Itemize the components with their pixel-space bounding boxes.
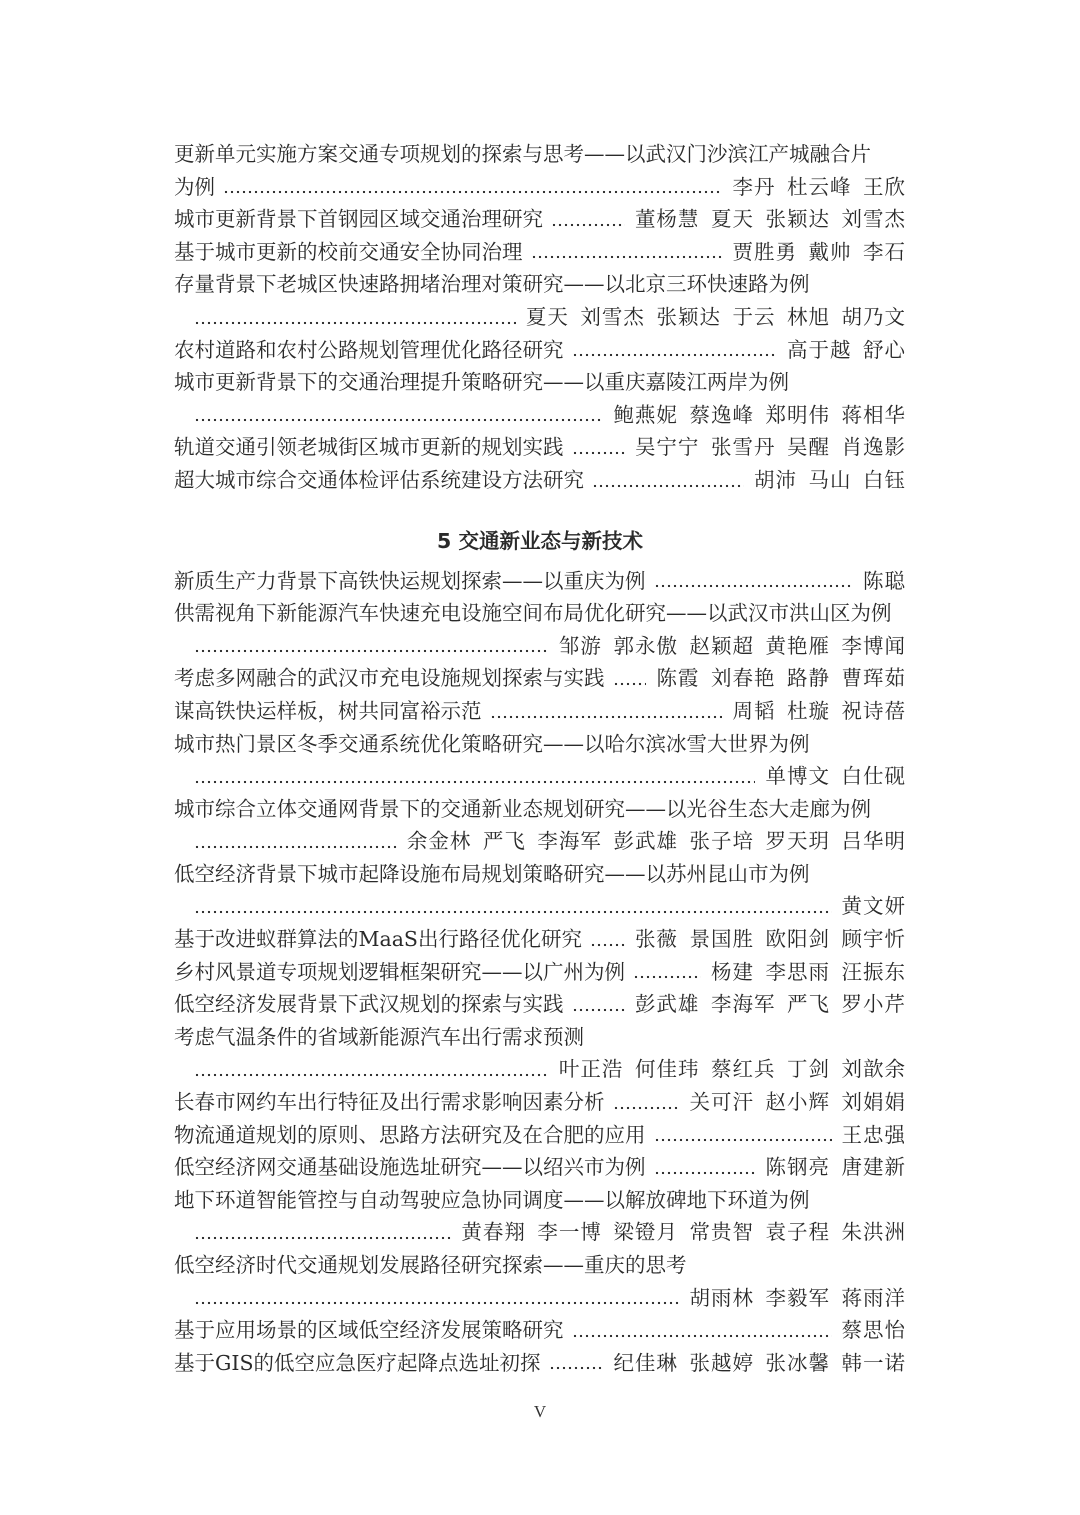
toc-entry	[174, 1021, 906, 1054]
entry-authors: 贾胜勇 戴帅 李石	[732, 239, 906, 264]
toc-entry	[174, 825, 906, 858]
toc-entry	[174, 1314, 906, 1347]
page-number: V	[533, 1402, 547, 1421]
entry-authors: 纪佳琳 张越婷 张冰馨 韩一诺	[613, 1350, 906, 1375]
toc-entry	[174, 203, 906, 236]
toc-entry	[174, 728, 906, 761]
dot-leader	[194, 1073, 549, 1077]
entry-authors: 杨建 李思雨 汪振东	[710, 959, 906, 984]
toc-entry	[174, 1119, 906, 1152]
toc-entry	[174, 890, 906, 923]
dot-leader	[194, 910, 832, 914]
entry-authors: 吴宁宁 张雪丹 吴醒 肖逸影	[634, 435, 906, 460]
entry-title: 长春市网约车出行特征及出行需求影响因素分析	[174, 1090, 605, 1115]
toc-entry	[174, 1282, 906, 1315]
entry-authors: 王忠强	[841, 1122, 906, 1147]
toc-entry	[174, 334, 906, 367]
toc-entry	[174, 1347, 906, 1380]
toc-entry	[174, 268, 906, 301]
toc-entry	[174, 301, 906, 334]
dot-leader	[194, 1236, 451, 1240]
toc-entry	[174, 1086, 906, 1119]
entry-title: 农村道路和农村公路规划管理优化路径研究	[174, 337, 564, 362]
dot-leader	[194, 1301, 679, 1305]
entry-authors: 黄春翔 李一博 梁镫月 常贵智 袁子程 朱洪洲	[461, 1220, 906, 1245]
entry-title: 地下环道智能管控与自动驾驶应急协同调度——以解放碑地下环道为例	[174, 1187, 810, 1212]
entry-authors: 周韬 杜璇 祝诗蓓	[732, 698, 906, 723]
entry-title: 供需视角下新能源汽车快速充电设施空间布局优化研究——以武汉市洪山区为例	[174, 601, 892, 626]
entry-title: 乡村风景道专项规划逻辑框架研究——以广州为例	[174, 959, 625, 984]
toc-entry	[174, 858, 906, 891]
entry-title: 城市综合立体交通网背景下的交通新业态规划研究——以光谷生态大走廊为例	[174, 796, 871, 821]
entry-title: 城市热门景区冬季交通系统优化策略研究——以哈尔滨冰雪大世界为例	[174, 731, 810, 756]
entry-title: 超大城市综合交通体检评估系统建设方法研究	[174, 467, 584, 492]
toc-entry	[174, 1184, 906, 1217]
table-of-contents	[174, 138, 906, 1379]
entry-title: 基于应用场景的区域低空经济发展策略研究	[174, 1318, 564, 1343]
dot-leader	[572, 353, 777, 357]
toc-entry	[174, 431, 906, 464]
entry-authors: 鲍燕妮 蔡逸峰 郑明伟 蒋相华	[613, 402, 906, 427]
toc-entry	[174, 956, 906, 989]
entry-title: 城市更新背景下的交通治理提升策略研究——以重庆嘉陵江两岸为例	[174, 370, 789, 395]
entry-authors: 李丹 杜云峰 王欣	[732, 174, 906, 199]
section-heading: 5 交通新业态与新技术	[437, 528, 643, 553]
entry-title: 考虑气温条件的省域新能源汽车出行需求预测	[174, 1024, 584, 1049]
entry-authors: 胡沛 马山 白钰	[753, 467, 906, 492]
entry-title: 物流通道规划的原则、思路方法研究及在合肥的应用	[174, 1122, 646, 1147]
dot-leader	[551, 223, 625, 227]
entry-authors: 陈霞 刘春艳 路静 曹珲茹	[656, 666, 906, 691]
dot-leader	[572, 1008, 625, 1012]
entry-authors: 彭武雄 李海军 严飞 罗小芹	[634, 992, 906, 1017]
dot-leader	[572, 451, 625, 455]
dot-leader	[654, 584, 854, 588]
toc-entry	[174, 236, 906, 269]
entry-authors: 高于越 舒心	[786, 337, 906, 362]
entry-title: 城市更新背景下首钢园区域交通治理研究	[174, 207, 543, 232]
section-4-entries	[174, 138, 906, 497]
section-5-entries	[174, 565, 906, 1380]
dot-leader	[654, 1171, 756, 1175]
dot-leader	[613, 1106, 680, 1110]
toc-entry	[174, 1216, 906, 1249]
dot-leader	[654, 1138, 832, 1142]
dot-leader	[613, 682, 647, 686]
entry-authors: 黄文妍	[841, 894, 906, 919]
entry-title: 基于GIS的低空应急医疗起降点选址初探	[174, 1350, 541, 1375]
toc-entry	[174, 695, 906, 728]
toc-entry	[174, 138, 906, 171]
dot-leader	[592, 484, 744, 488]
entry-authors: 关可汗 赵小辉 刘娟娟	[689, 1090, 906, 1115]
entry-authors: 余金林 严飞 李海军 彭武雄 张子培 罗天玥 吕华明	[406, 829, 906, 854]
toc-entry	[174, 399, 906, 432]
toc-entry	[174, 1151, 906, 1184]
toc-entry	[174, 366, 906, 399]
entry-title: 基于改进蚁群算法的MaaS出行路径优化研究	[174, 927, 582, 952]
toc-entry	[174, 662, 906, 695]
dot-leader	[194, 845, 397, 849]
entry-authors: 胡雨林 李毅军 蒋雨洋	[689, 1285, 906, 1310]
entry-title: 新质生产力背景下高铁快运规划探索——以重庆为例	[174, 568, 646, 593]
entry-title: 为例	[174, 174, 215, 199]
entry-title: 低空经济网交通基础设施选址研究——以绍兴市为例	[174, 1155, 646, 1180]
toc-entry	[174, 793, 906, 826]
entry-title: 存量背景下老城区快速路拥堵治理对策研究——以北京三环快速路为例	[174, 272, 810, 297]
toc-entry	[174, 597, 906, 630]
dot-leader	[194, 418, 603, 422]
toc-entry	[174, 923, 906, 956]
entry-authors: 陈聪	[863, 568, 906, 593]
dot-leader	[194, 780, 755, 784]
dot-leader	[590, 943, 625, 947]
toc-entry	[174, 171, 906, 204]
toc-entry	[174, 760, 906, 793]
dot-leader	[223, 190, 722, 194]
toc-entry	[174, 988, 906, 1021]
toc-entry	[174, 464, 906, 497]
toc-entry	[174, 1053, 906, 1086]
toc-entry	[174, 1249, 906, 1282]
entry-authors: 蔡思怡	[841, 1318, 906, 1343]
entry-authors: 陈钢亮 唐建新	[765, 1155, 906, 1180]
entry-title: 考虑多网融合的武汉市充电设施规划探索与实践	[174, 666, 605, 691]
entry-title: 低空经济发展背景下武汉规划的探索与实践	[174, 992, 564, 1017]
entry-authors: 夏天 刘雪杰 张颖达 于云 林旭 胡乃文	[525, 304, 906, 329]
dot-leader	[549, 1366, 604, 1370]
entry-authors: 邹游 郭永傲 赵颖超 黄艳雁 李博闻	[558, 633, 906, 658]
dot-leader	[194, 321, 516, 325]
dot-leader	[490, 715, 723, 719]
entry-authors: 叶正浩 何佳玮 蔡红兵 丁剑 刘歆余	[558, 1057, 906, 1082]
toc-entry	[174, 565, 906, 598]
dot-leader	[531, 255, 723, 259]
entry-title: 轨道交通引领老城街区城市更新的规划实践	[174, 435, 564, 460]
dot-leader	[633, 975, 701, 979]
entry-authors: 单博文 白仕砚	[765, 764, 906, 789]
entry-authors: 董杨慧 夏天 张颖达 刘雪杰	[634, 207, 906, 232]
toc-entry	[174, 630, 906, 663]
entry-title: 谋高铁快运样板，树共同富裕示范	[174, 698, 482, 723]
dot-leader	[572, 1334, 832, 1338]
entry-title: 低空经济背景下城市起降设施布局规划策略研究——以苏州昆山市为例	[174, 861, 810, 886]
entry-title: 低空经济时代交通规划发展路径研究探索——重庆的思考	[174, 1253, 687, 1277]
dot-leader	[194, 649, 549, 653]
entry-authors: 张薇 景国胜 欧阳剑 顾宇忻	[634, 927, 906, 952]
entry-title: 更新单元实施方案交通专项规划的探索与思考——以武汉门沙滨江产城融合片	[174, 142, 871, 166]
entry-title: 基于城市更新的校前交通安全协同治理	[174, 239, 523, 264]
